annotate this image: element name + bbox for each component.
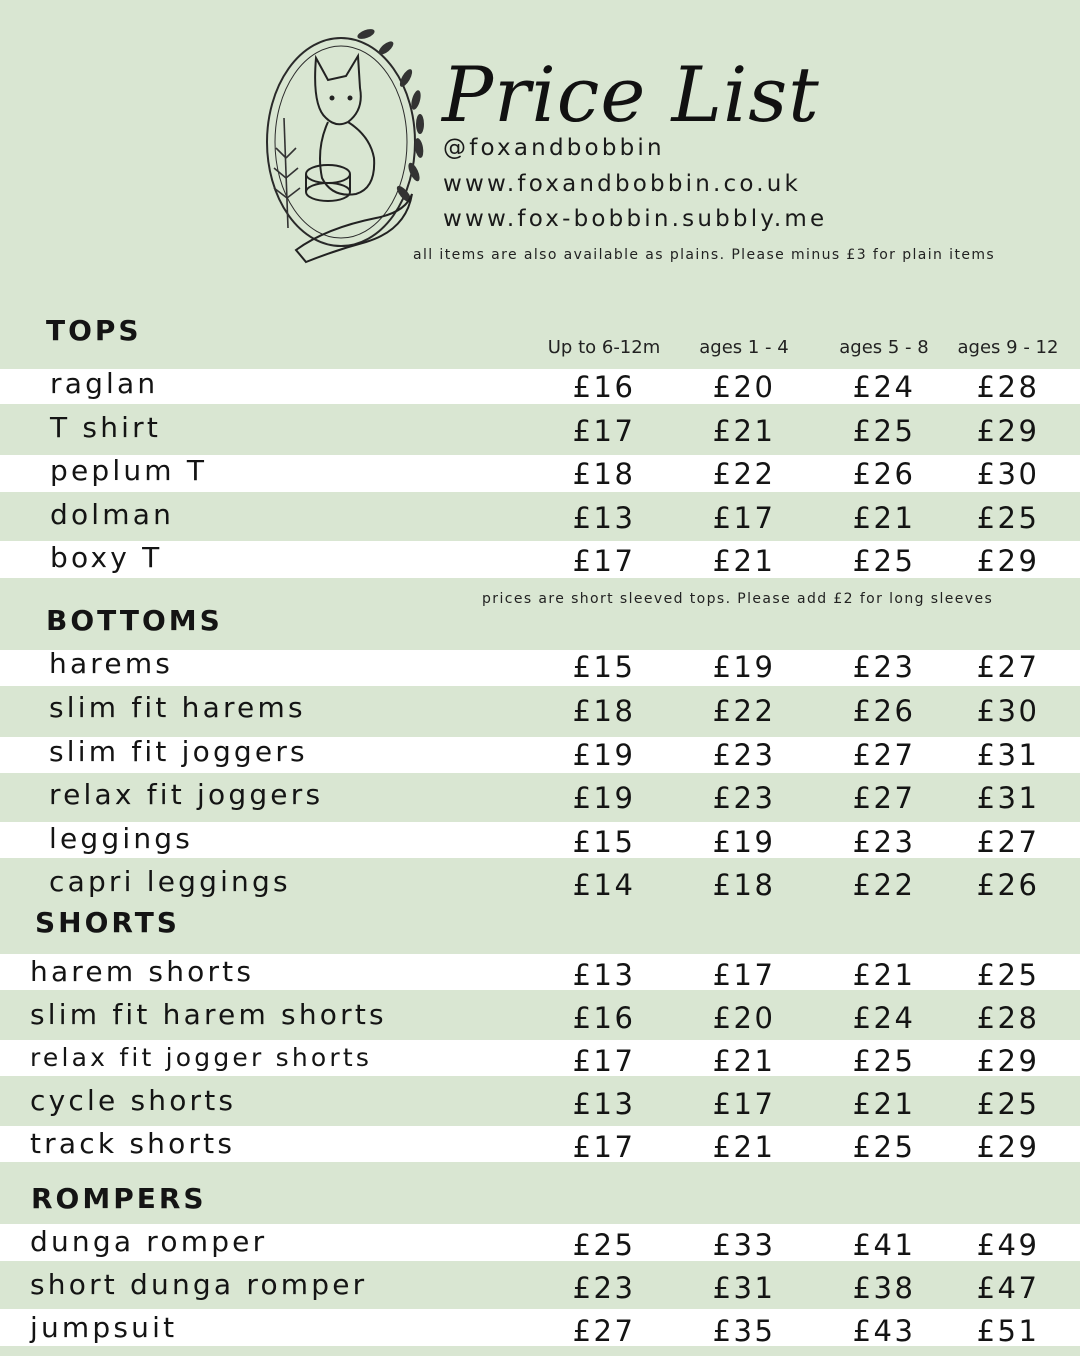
section-title-shorts: SHORTS bbox=[35, 906, 180, 939]
price-cell: £22 bbox=[712, 694, 776, 728]
page-title: Price List bbox=[442, 50, 820, 139]
price-cell: £30 bbox=[976, 694, 1040, 728]
price-row-peplum-t bbox=[0, 455, 1080, 499]
price-row-slim-fit-harem-shorts bbox=[0, 999, 1080, 1043]
price-cell: £25 bbox=[572, 1228, 636, 1262]
price-cell: £21 bbox=[712, 1044, 776, 1078]
price-cell: £51 bbox=[976, 1314, 1040, 1348]
item-name: boxy T bbox=[50, 541, 163, 574]
item-name: leggings bbox=[49, 822, 194, 855]
price-cell: £19 bbox=[572, 738, 636, 772]
price-row-leggings bbox=[0, 823, 1080, 867]
price-cell: £14 bbox=[572, 868, 636, 902]
price-cell: £17 bbox=[712, 1087, 776, 1121]
price-cell: £25 bbox=[852, 414, 916, 448]
price-cell: £19 bbox=[712, 825, 776, 859]
item-name: T shirt bbox=[50, 411, 162, 444]
price-cell: £17 bbox=[712, 958, 776, 992]
price-cell: £30 bbox=[976, 457, 1040, 491]
price-cell: £29 bbox=[976, 1044, 1040, 1078]
item-name: relax fit jogger shorts bbox=[30, 1043, 373, 1072]
price-cell: £16 bbox=[572, 1001, 636, 1035]
price-cell: £25 bbox=[976, 1087, 1040, 1121]
social-handle: @foxandbobbin bbox=[443, 135, 665, 161]
website-url: www.foxandbobbin.co.uk bbox=[443, 171, 802, 197]
price-cell: £25 bbox=[852, 1130, 916, 1164]
plain-items-note: all items are also available as plains. Please minus £3 for plain items bbox=[413, 247, 996, 263]
price-row-t-shirt bbox=[0, 412, 1080, 456]
price-cell: £26 bbox=[976, 868, 1040, 902]
item-name: harem shorts bbox=[30, 955, 255, 988]
section-title-tops: TOPS bbox=[46, 314, 142, 347]
subscription-url: www.fox-bobbin.subbly.me bbox=[443, 206, 828, 232]
item-name: relax fit joggers bbox=[49, 778, 324, 811]
price-cell: £33 bbox=[712, 1228, 776, 1262]
price-cell: £13 bbox=[572, 501, 636, 535]
price-row-dunga-romper bbox=[0, 1226, 1080, 1270]
price-cell: £21 bbox=[712, 1130, 776, 1164]
price-cell: £26 bbox=[852, 457, 916, 491]
item-name: slim fit harem shorts bbox=[30, 998, 387, 1031]
item-name: slim fit joggers bbox=[49, 735, 308, 768]
price-cell: £27 bbox=[572, 1314, 636, 1348]
price-cell: £21 bbox=[852, 1087, 916, 1121]
price-cell: £41 bbox=[852, 1228, 916, 1262]
price-cell: £31 bbox=[976, 738, 1040, 772]
item-name: jumpsuit bbox=[30, 1311, 178, 1344]
price-cell: £18 bbox=[572, 694, 636, 728]
price-row-raglan bbox=[0, 368, 1080, 412]
price-cell: £23 bbox=[572, 1271, 636, 1305]
price-cell: £22 bbox=[852, 868, 916, 902]
price-row-capri-leggings bbox=[0, 866, 1080, 910]
price-cell: £28 bbox=[976, 1001, 1040, 1035]
price-cell: £38 bbox=[852, 1271, 916, 1305]
price-cell: £21 bbox=[852, 958, 916, 992]
item-name: dolman bbox=[50, 498, 175, 531]
price-cell: £24 bbox=[852, 370, 916, 404]
price-cell: £17 bbox=[572, 414, 636, 448]
price-cell: £31 bbox=[976, 781, 1040, 815]
price-cell: £17 bbox=[572, 1044, 636, 1078]
price-cell: £49 bbox=[976, 1228, 1040, 1262]
section-title-rompers: ROMPERS bbox=[31, 1182, 207, 1215]
item-name: dunga romper bbox=[30, 1225, 268, 1258]
price-row-harems bbox=[0, 648, 1080, 692]
price-cell: £29 bbox=[976, 414, 1040, 448]
price-cell: £26 bbox=[852, 694, 916, 728]
price-cell: £27 bbox=[976, 650, 1040, 684]
price-row-dolman bbox=[0, 499, 1080, 543]
price-cell: £17 bbox=[572, 1130, 636, 1164]
long-sleeve-note: prices are short sleeved tops. Please add £2 for long sleeves bbox=[482, 591, 994, 607]
price-row-harem-shorts bbox=[0, 956, 1080, 1000]
price-cell: £20 bbox=[712, 370, 776, 404]
column-header-ages-9-12: ages 9 - 12 bbox=[957, 337, 1059, 358]
price-cell: £18 bbox=[572, 457, 636, 491]
item-name: cycle shorts bbox=[30, 1084, 237, 1117]
price-row-relax-fit-joggers bbox=[0, 779, 1080, 823]
price-cell: £31 bbox=[712, 1271, 776, 1305]
price-cell: £29 bbox=[976, 544, 1040, 578]
price-cell: £15 bbox=[572, 650, 636, 684]
column-header-ages-1-4: ages 1 - 4 bbox=[699, 337, 789, 358]
price-row-relax-fit-jogger-shorts bbox=[0, 1042, 1080, 1086]
price-cell: £16 bbox=[572, 370, 636, 404]
price-cell: £35 bbox=[712, 1314, 776, 1348]
price-cell: £23 bbox=[852, 825, 916, 859]
price-cell: £43 bbox=[852, 1314, 916, 1348]
price-cell: £17 bbox=[572, 544, 636, 578]
price-cell: £13 bbox=[572, 958, 636, 992]
price-cell: £19 bbox=[712, 650, 776, 684]
price-cell: £23 bbox=[712, 781, 776, 815]
price-cell: £20 bbox=[712, 1001, 776, 1035]
item-name: short dunga romper bbox=[30, 1268, 368, 1301]
price-cell: £25 bbox=[852, 544, 916, 578]
price-cell: £25 bbox=[976, 501, 1040, 535]
price-cell: £13 bbox=[572, 1087, 636, 1121]
price-cell: £27 bbox=[852, 738, 916, 772]
price-row-track-shorts bbox=[0, 1128, 1080, 1172]
price-cell: £21 bbox=[712, 414, 776, 448]
column-header-ages-5-8: ages 5 - 8 bbox=[839, 337, 929, 358]
price-cell: £23 bbox=[852, 650, 916, 684]
price-row-cycle-shorts bbox=[0, 1085, 1080, 1129]
item-name: harems bbox=[49, 647, 174, 680]
price-cell: £23 bbox=[712, 738, 776, 772]
price-cell: £22 bbox=[712, 457, 776, 491]
price-row-slim-fit-harems bbox=[0, 692, 1080, 736]
item-name: track shorts bbox=[30, 1127, 236, 1160]
price-row-boxy-t bbox=[0, 542, 1080, 586]
price-cell: £29 bbox=[976, 1130, 1040, 1164]
price-cell: £15 bbox=[572, 825, 636, 859]
price-row-short-dunga-romper bbox=[0, 1269, 1080, 1313]
price-cell: £47 bbox=[976, 1271, 1040, 1305]
price-cell: £27 bbox=[976, 825, 1040, 859]
price-cell: £24 bbox=[852, 1001, 916, 1035]
price-cell: £19 bbox=[572, 781, 636, 815]
item-name: raglan bbox=[50, 367, 159, 400]
price-cell: £21 bbox=[712, 544, 776, 578]
price-cell: £18 bbox=[712, 868, 776, 902]
fox-bobbin-logo-icon bbox=[236, 18, 446, 270]
item-name: slim fit harems bbox=[49, 691, 306, 724]
price-row-slim-fit-joggers bbox=[0, 736, 1080, 780]
section-title-bottoms: BOTTOMS bbox=[46, 604, 223, 637]
price-cell: £21 bbox=[852, 501, 916, 535]
price-cell: £28 bbox=[976, 370, 1040, 404]
price-row-jumpsuit bbox=[0, 1312, 1080, 1356]
price-cell: £17 bbox=[712, 501, 776, 535]
item-name: peplum T bbox=[50, 454, 208, 487]
price-cell: £25 bbox=[976, 958, 1040, 992]
column-header-6-12m: Up to 6-12m bbox=[547, 337, 661, 358]
item-name: capri leggings bbox=[49, 865, 291, 898]
price-cell: £27 bbox=[852, 781, 916, 815]
price-cell: £25 bbox=[852, 1044, 916, 1078]
